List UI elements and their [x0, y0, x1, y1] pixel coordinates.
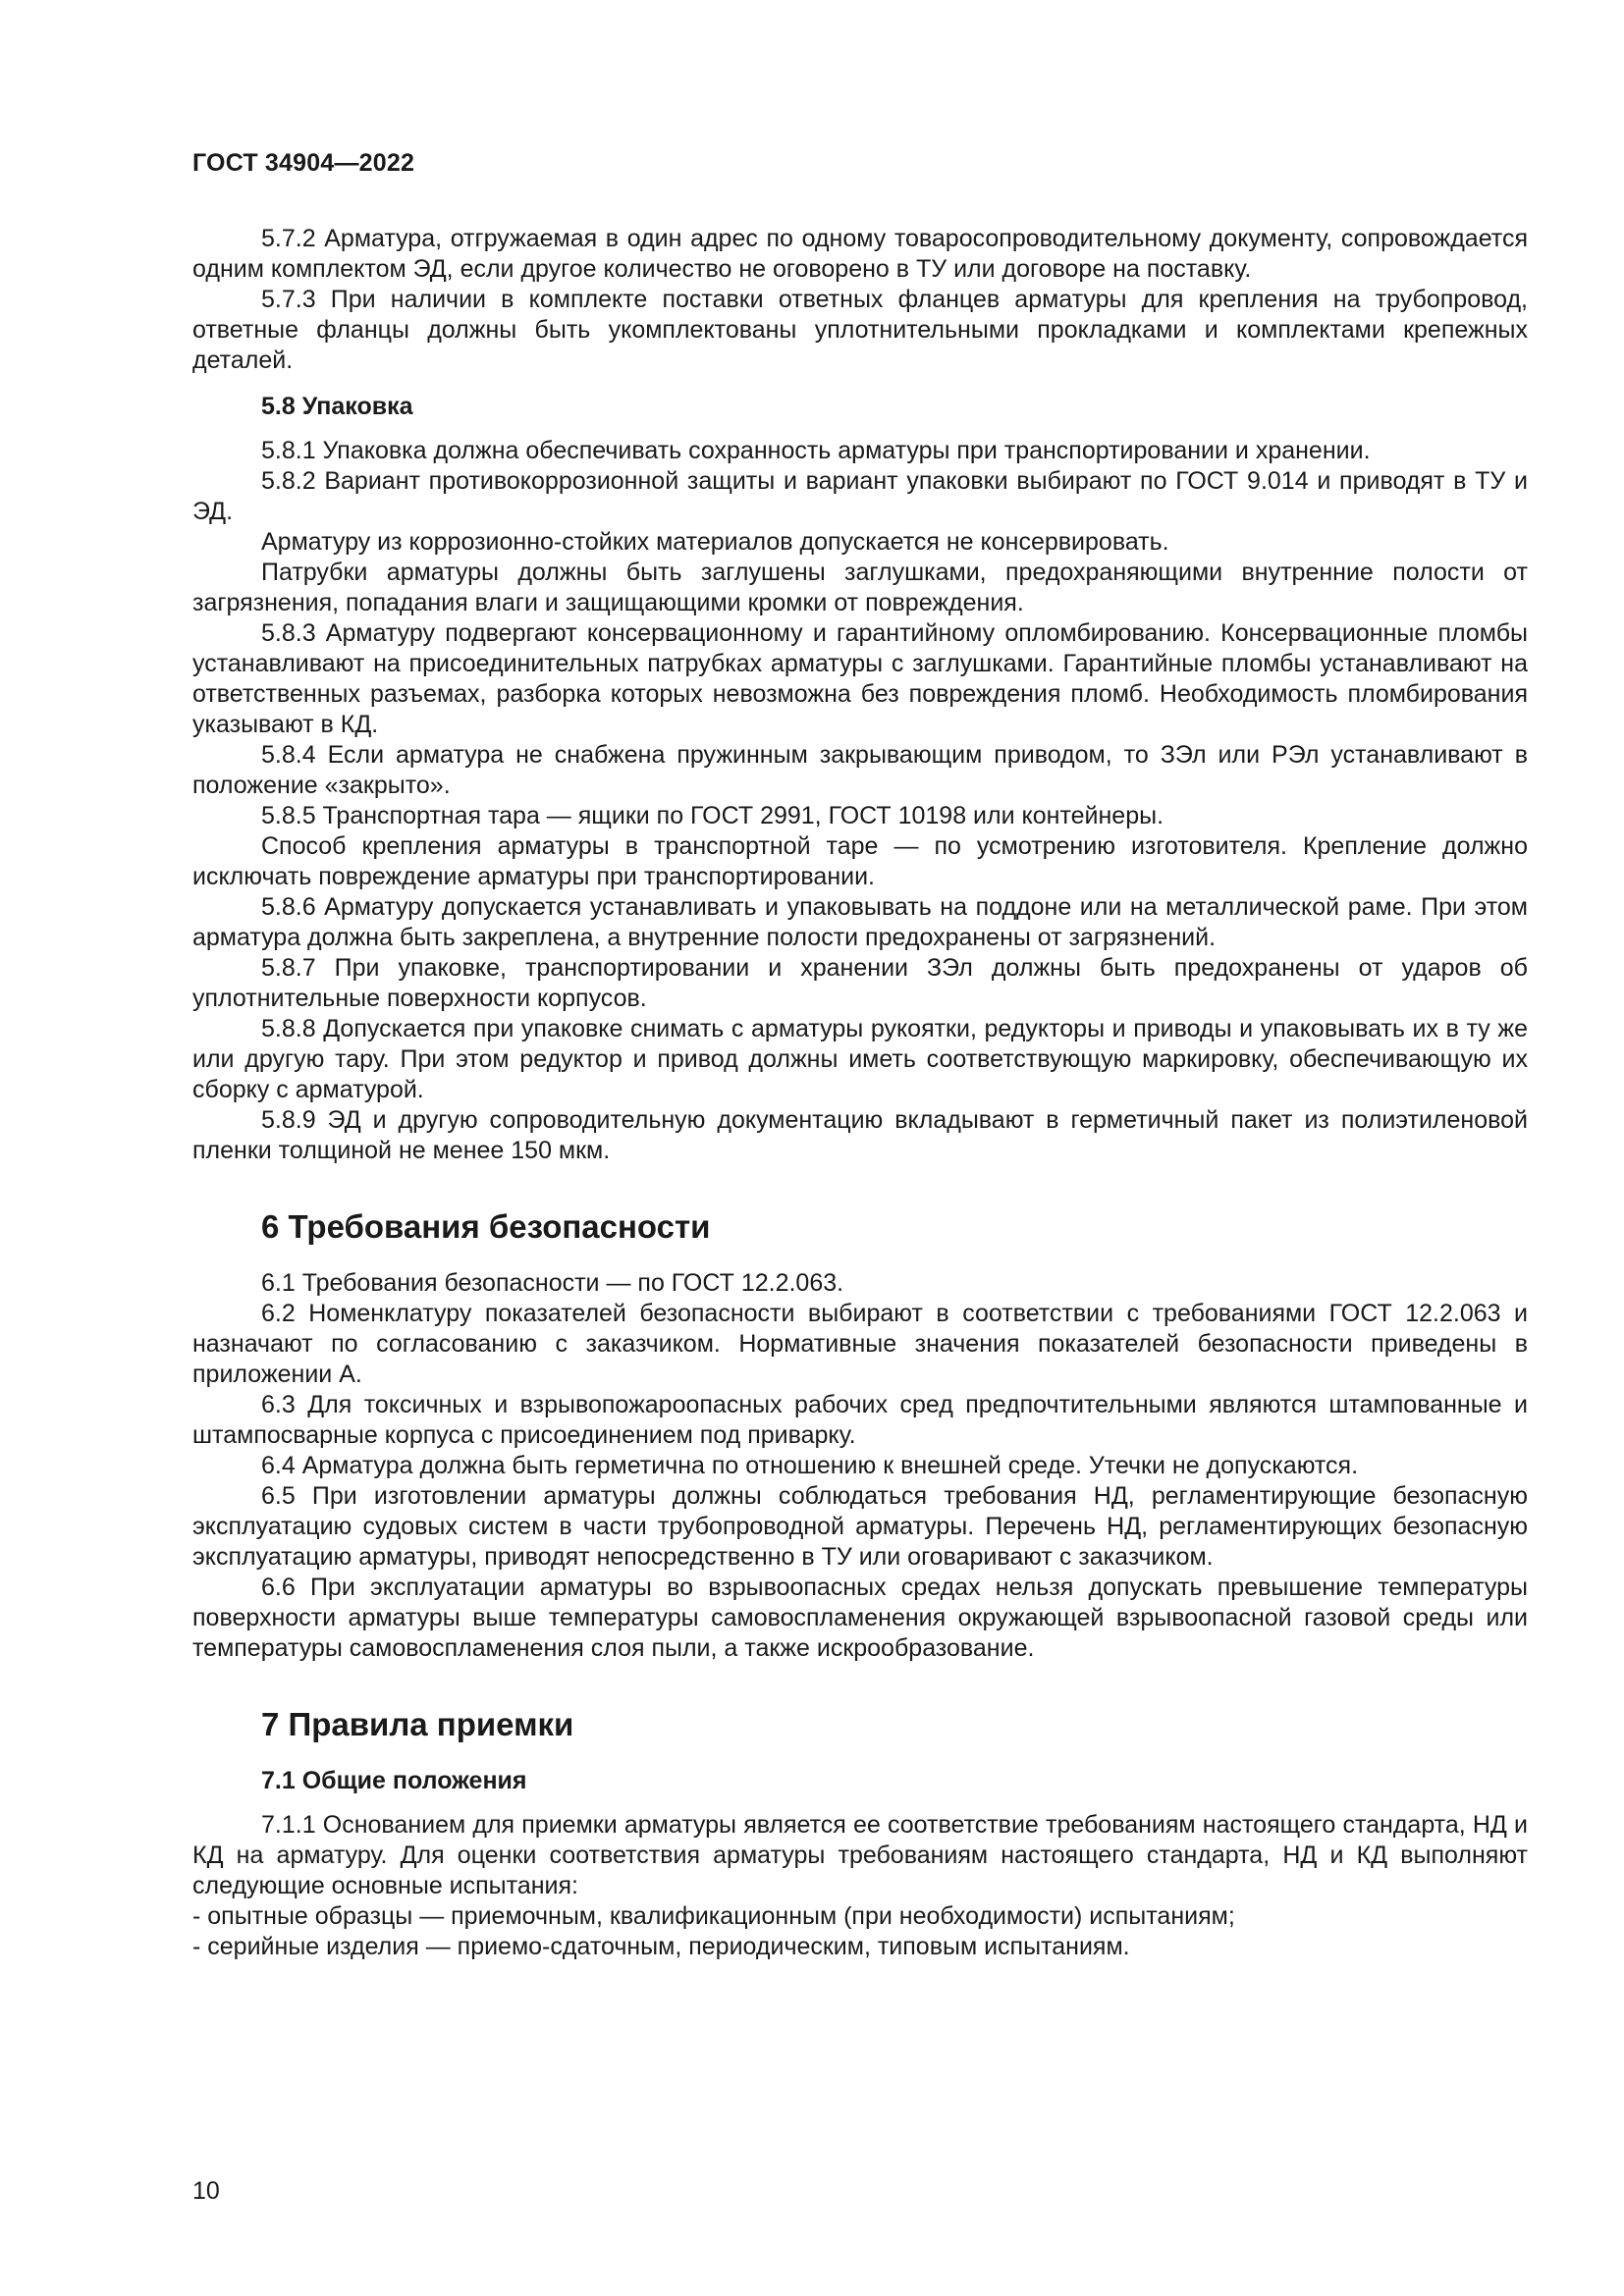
paragraph-6-5: 6.5 При изготовлении арматуры должны соблюдаться требования НД, регламентирующие безопасную эксплуатацию судовых систем в части трубопроводной арматуры. Перечень НД, регламентирующих безопасную эксплуатацию арматуры, приводят непосредственно в ТУ или оговаривают с заказчиком. — [192, 1482, 1528, 1571]
document-body — [192, 224, 1528, 1962]
list-item: - серийные изделия — приемо-сдаточным, периодическим, типовым испытаниям. — [192, 1933, 1130, 1960]
paragraph-5-8-1: 5.8.1 Упаковка должна обеспечивать сохранность арматуры при транспортировании и хранении. — [261, 437, 1371, 464]
paragraph-5-7-2: 5.7.2 Арматура, отгружаемая в один адрес по одному товаросопроводительному документу, сопровождается одним комплектом ЭД, если другое количество не оговорено в ТУ или договоре на поставку. — [192, 225, 1528, 283]
paragraph-5-8-2: 5.8.2 Вариант противокоррозионной защиты и вариант упаковки выбирают по ГОСТ 9.014 и приводят в ТУ и ЭД. — [192, 467, 1528, 525]
section-heading-5-8: 5.8 Упаковка — [261, 393, 413, 420]
section-heading-7-1: 7.1 Общие положения — [261, 1767, 527, 1794]
paragraph-5-8-4: 5.8.4 Если арматура не снабжена пружинным закрывающим приводом, то ЗЭл или РЭл устанавливают в положение «закрыто». — [192, 741, 1528, 799]
document-header: ГОСТ 34904—2022 — [192, 149, 415, 177]
paragraph-5-8-2-b: Арматуру из коррозионно-стойких материалов допускается не консервировать. — [261, 528, 1169, 556]
paragraph-7-1-1: 7.1.1 Основанием для приемки арматуры является ее соответствие требованиям настоящего стандарта, НД и КД на арматуру. Для оценки соответствия арматуры требованиям настоящего стандарта, НД и КД выполняют следующие основные испытания: — [192, 1811, 1528, 1899]
paragraph-5-8-8: 5.8.8 Допускается при упаковке снимать с арматуры рукоятки, редукторы и приводы и упаковывать их в ту же или другую тару. При этом редуктор и привод должны иметь соответствующую маркировку, обеспечивающую их сборку с арматурой. — [192, 1015, 1528, 1103]
page-number: 10 — [192, 2177, 220, 2205]
paragraph-6-2: 6.2 Номенклатуру показателей безопасности выбирают в соответствии с требованиями ГОСТ 12.2.063 и назначают по согласованию с заказчиком. Нормативные значения показателей безопасности приведены в приложении А. — [192, 1300, 1528, 1388]
paragraph-6-6: 6.6 При эксплуатации арматуры во взрывоопасных средах нельзя допускать превышение температуры поверхности арматуры выше температуры самовоспламенения окружающей взрывоопасной газовой среды или температуры самовоспламенения слоя пыли, а также искрообразование. — [192, 1574, 1528, 1662]
section-heading-6: 6 Требования безопасности — [261, 1208, 711, 1245]
paragraph-6-3: 6.3 Для токсичных и взрывопожароопасных рабочих сред предпочтительными являются штампованные и штампосварные корпуса с присоединением под приварку. — [192, 1391, 1528, 1449]
paragraph-5-8-2-c: Патрубки арматуры должны быть заглушены заглушками, предохраняющими внутренние полости от загрязнения, попадания влаги и защищающими кромки от повреждения. — [192, 559, 1528, 616]
paragraph-5-8-9: 5.8.9 ЭД и другую сопроводительную документацию вкладывают в герметичный пакет из полиэтиленовой пленки толщиной не менее 150 мкм. — [192, 1106, 1528, 1164]
paragraph-5-8-5: 5.8.5 Транспортная тара — ящики по ГОСТ 2991, ГОСТ 10198 или контейнеры. — [261, 802, 1164, 829]
paragraph-5-8-5-b: Способ крепления арматуры в транспортной таре — по усмотрению изготовителя. Крепление должно исключать повреждение арматуры при транспортировании. — [192, 832, 1528, 890]
list-item: - опытные образцы — приемочным, квалификационным (при необходимости) испытаниям; — [192, 1902, 1235, 1930]
paragraph-6-1: 6.1 Требования безопасности — по ГОСТ 12.2.063. — [261, 1269, 844, 1297]
paragraph-5-8-6: 5.8.6 Арматуру допускается устанавливать и упаковывать на поддоне или на металлической раме. При этом арматура должна быть закреплена, а внутренние полости предохранены от загрязнений. — [192, 893, 1528, 951]
paragraph-5-8-7: 5.8.7 При упаковке, транспортировании и хранении ЗЭл должны быть предохранены от ударов об уплотнительные поверхности корпусов. — [192, 954, 1528, 1012]
section-heading-7: 7 Правила приемки — [261, 1706, 574, 1742]
paragraph-6-4: 6.4 Арматура должна быть герметична по отношению к внешней среде. Утечки не допускаются. — [261, 1452, 1359, 1479]
paragraph-5-8-3: 5.8.3 Арматуру подвергают консервационному и гарантийному опломбированию. Консервационные пломбы устанавливают на присоединительных патрубках арматуры с заглушками. Гарантийные пломбы устанавливают на ответственных разъемах, разборка которых невозможна без повреждения пломб. Необходимость пломбирования указывают в КД. — [192, 619, 1528, 738]
paragraph-5-7-3: 5.7.3 При наличии в комплекте поставки ответных фланцев арматуры для крепления на трубопровод, ответные фланцы должны быть укомплектованы уплотнительными прокладками и комплектами крепежных деталей. — [192, 286, 1528, 374]
